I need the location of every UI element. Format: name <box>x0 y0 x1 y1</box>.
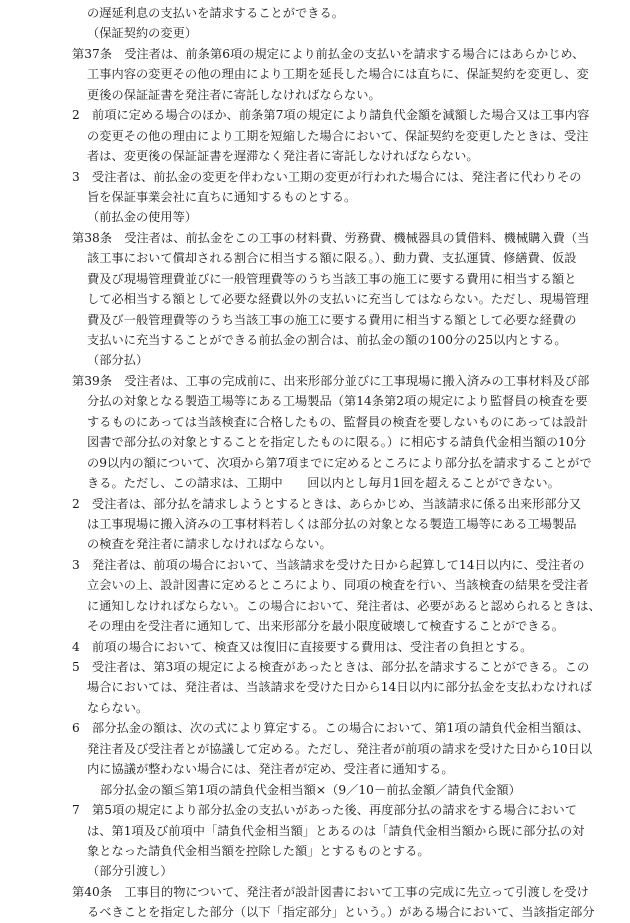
text-line: （保証契約の変更） <box>87 26 198 41</box>
text-line: 者は、変更後の保証証書を遅滞なく発注者に寄託しなければならない。 <box>87 149 479 164</box>
text-line: 2 前項に定める場合のほか、前条第7項の規定により請負代金額を減額した場合又は工事内容 <box>72 108 590 123</box>
text-line: （部分引渡し） <box>87 864 173 879</box>
text-line: 第37条 受注者は、前条第6項の規定により前払金の支払いを請求する場合にはあらかじめ、 <box>72 46 585 61</box>
text-line: に通知しなければならない。この場合において、発注者は、必要があると認められるときは、 <box>87 598 601 613</box>
text-line: 3 受注者は、前払金の変更を伴わない工期の変更が行われた場合には、発注者に代わりその <box>72 169 582 184</box>
text-line: 部分払金の額≦第1項の請負代金相当額×（9／10－前払金額／請負代金額） <box>100 782 521 797</box>
text-line: きる。ただし、この請求は、工期中 回以内とし毎月1回を超えることができない。 <box>87 476 560 491</box>
text-line: 工事内容の変更その他の理由により工期を延長した場合には直ちに、保証契約を変更し、変 <box>87 67 589 82</box>
text-line: （部分払） <box>87 353 149 368</box>
text-line: 場合においては、発注者は、当該請求を受けた日から14日以内に部分払金を支払わなければ <box>87 680 593 695</box>
text-line: 第39条 受注者は、工事の完成前に、出来形部分並びに工事現場に搬入済みの工事材料及び部 <box>72 373 590 388</box>
text-line: するものにあっては当該検査に合格したもの、監督員の検査を要しないものにあっては設計 <box>87 414 589 429</box>
text-line: （前払金の使用等） <box>87 210 198 225</box>
text-line: の遅延利息の支払いを請求することができる。 <box>87 6 344 20</box>
text-line: 4 前項の場合において、検査又は復旧に直接要する費用は、受注者の負担とする。 <box>72 639 533 654</box>
text-line: 該工事において償却される割合に相当する額に限る。）、動力費、支払運賃、修繕費、仮設 <box>87 251 577 266</box>
text-line: その理由を受注者に通知して、出来形部分を最小限度破壊して検査することができる。 <box>87 619 565 634</box>
text-line: は工事現場に搬入済みの工事材料若しくは部分払の対象となる製造工場等にある工場製品 <box>87 516 577 531</box>
text-line: 更後の保証証書を発注者に寄託しなければならない。 <box>87 87 381 102</box>
text-line: 内に協議が整わない場合には、発注者が定め、受注者に通知する。 <box>87 762 454 777</box>
text-line: るべきことを指定した部分（以下「指定部分」という。）がある場合において、当該指定部分 <box>87 905 595 920</box>
text-line: 旨を保証事業会社に直ちに通知するものとする。 <box>87 189 357 204</box>
text-line: 2 受注者は、部分払を請求しようとするときは、あらかじめ、当該請求に係る出来形部分又 <box>72 496 582 511</box>
text-line: 図書で部分払の対象とすることを指定したものに限る。）に相応する請負代金相当額の10分 <box>87 435 587 450</box>
text-line: 立会いの上、設計図書に定めるところにより、同項の検査を行い、当該検査の結果を受注者 <box>87 578 589 593</box>
text-line: の変更その他の理由により工期を短縮した場合において、保証契約を変更したときは、受注 <box>87 128 589 143</box>
text-line: 費及び一般管理費等のうち当該工事の施工に要する費用に相当する額として必要な経費の <box>87 312 577 327</box>
text-line: 費及び現場管理費並びに一般管理費等のうち当該工事の施工に要する費用に相当する額と <box>87 271 577 286</box>
text-line: 5 受注者は、第3項の規定による検査があったときは、部分払を請求することができる。この <box>72 660 590 674</box>
text-line: の検査を発注者に請求しなければならない。 <box>87 537 332 552</box>
text-line: 6 部分払金の額は、次の式により算定する。この場合において、第1項の請負代金相当額は、 <box>72 721 590 736</box>
text-line: 3 発注者は、前項の場合において、当該請求を受けた日から起算して14日以内に、受注者の <box>72 557 585 572</box>
text-line: 支払いに充当することができる前払金の割合は、前払金の額の100分の25以内とする。 <box>87 333 567 347</box>
text-line: して必相当する額として必要な経費以外の支払いに充当してはならない。ただし、現場管理 <box>87 292 589 307</box>
text-line: の9以内の額について、次項から第7項までに定めるところにより部分払を請求することがで <box>87 455 592 470</box>
text-line: 7 第5項の規定により部分払金の支払いがあった後、再度部分払の請求をする場合において <box>72 803 577 818</box>
text-line: 分払の対象となる製造工場等にある工場製品（第14条第2項の規定により監督員の検査を要 <box>87 394 588 409</box>
text-line: 第40条 工事目的物について、発注者が設計図書において工事の完成に先立って引渡しを受け <box>72 884 589 899</box>
text-line: は、第1項及び前項中「請負代金相当額」とあるのは「請負代金相当額から既に部分払の対 <box>87 823 585 838</box>
text-line: ならない。 <box>87 700 149 715</box>
text-line: 発注者及び受注者とが協議して定める。ただし、発注者が前項の請求を受けた日から10日以 <box>87 741 593 756</box>
text-line: 象となった請負代金相当額を控除した額」とするものとする。 <box>87 843 430 858</box>
text-line: 第38条 受注者は、前払金をこの工事の材料費、労務費、機械器具の賃借料、機械購入費（当 <box>72 230 590 245</box>
